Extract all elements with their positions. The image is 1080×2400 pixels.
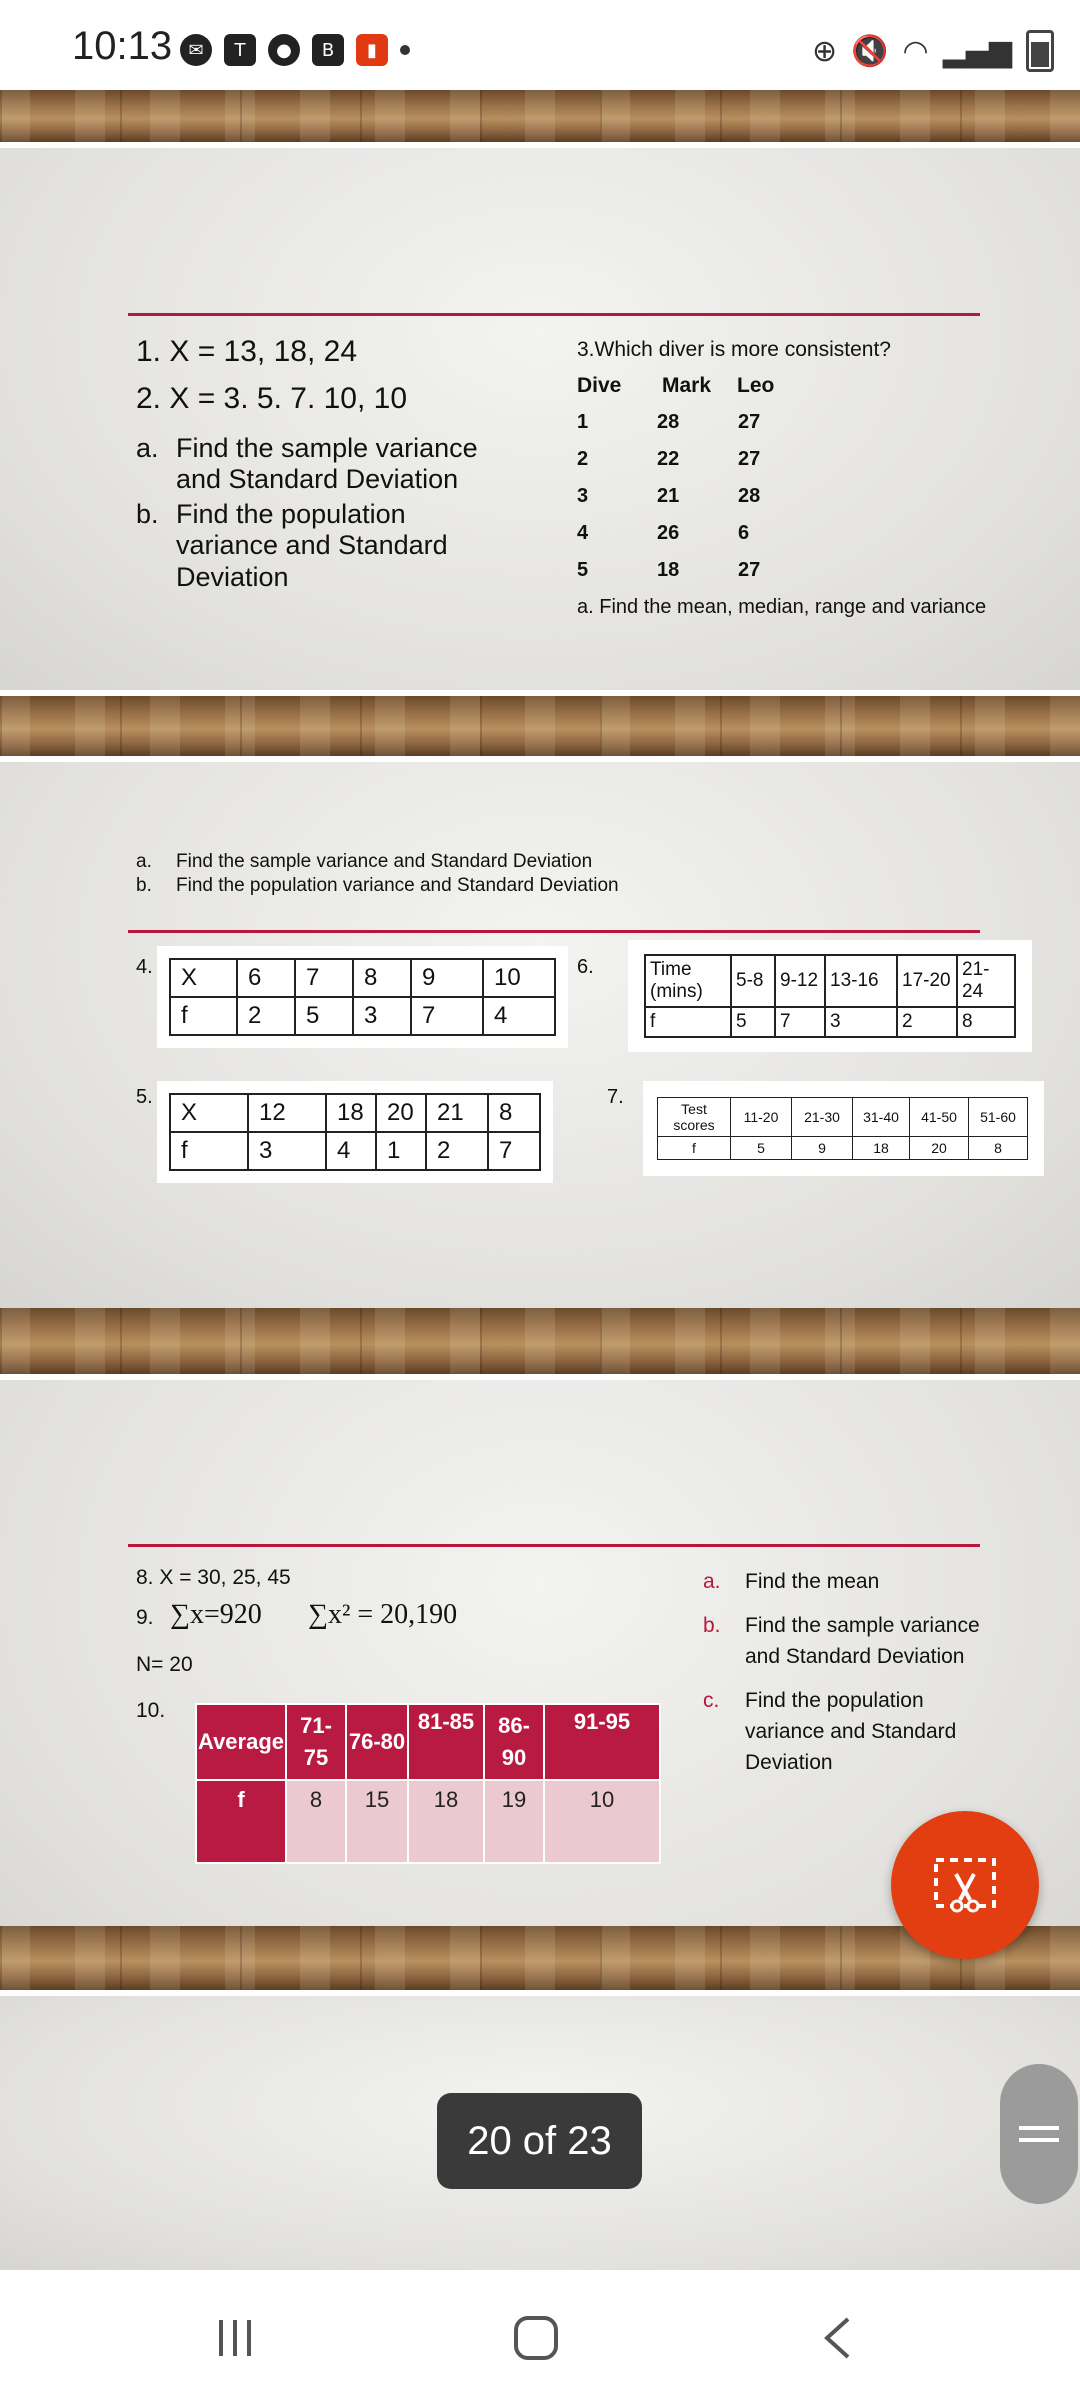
- b-app-icon: B: [312, 34, 344, 66]
- back-icon[interactable]: [822, 2316, 852, 2360]
- table-cell: 7: [295, 959, 353, 997]
- table-cell: 10: [544, 1780, 660, 1863]
- account-icon: ●: [268, 34, 300, 66]
- table-row: [658, 1098, 1028, 1137]
- table-cell: 17-20: [897, 955, 957, 1007]
- q7-table: [643, 1081, 1044, 1176]
- slide1-a-text-2: and Standard Deviation: [176, 464, 459, 494]
- table-cell: 13-16: [825, 955, 897, 1007]
- table-cell: 21: [426, 1094, 488, 1132]
- slide-1[interactable]: [0, 90, 1080, 690]
- mute-icon: 🔇: [851, 33, 889, 69]
- dive-num: 2: [577, 448, 589, 470]
- table-cell: 71-75: [286, 1704, 346, 1780]
- q5-table: [157, 1081, 553, 1183]
- data-saver-icon: ⊕: [812, 33, 838, 69]
- table-cell: 7: [775, 1007, 825, 1037]
- table-cell: 8: [286, 1780, 346, 1863]
- leo-score: 27: [738, 448, 761, 470]
- table-cell: Average: [196, 1704, 286, 1780]
- table-cell: f: [170, 1132, 248, 1170]
- table-row: [170, 959, 555, 997]
- table-cell: 7: [411, 997, 483, 1035]
- table-cell: 7: [488, 1132, 540, 1170]
- slide2-b-marker: b.: [136, 875, 152, 896]
- table-row: [196, 1780, 660, 1863]
- signal-icon: ▂▄▆: [942, 33, 1012, 69]
- navigation-bar: [0, 2270, 1080, 2400]
- table-cell: 2: [897, 1007, 957, 1037]
- slide3-line8: 8. X = 30, 25, 45: [136, 1566, 291, 1589]
- table-cell: f: [645, 1007, 731, 1037]
- diver-header-leo: Leo: [737, 374, 775, 397]
- dive-num: 5: [577, 559, 589, 581]
- q7-number: 7.: [607, 1086, 624, 1108]
- table-cell: 31-40: [853, 1098, 910, 1137]
- table-cell: 8: [969, 1137, 1028, 1160]
- mark-score: 21: [657, 485, 680, 507]
- task-a-marker: a.: [703, 1570, 721, 1593]
- slide1-b-text-3: Deviation: [176, 562, 289, 592]
- screenshot-scissors-icon: [930, 1850, 1000, 1920]
- table-cell: Test scores: [658, 1098, 731, 1137]
- mark-score: 28: [657, 411, 680, 433]
- table-cell: 3: [248, 1132, 326, 1170]
- table-cell: 18: [853, 1137, 910, 1160]
- table-cell: 5: [731, 1007, 775, 1037]
- table-cell: 18: [408, 1780, 484, 1863]
- wood-banner: [0, 90, 1080, 148]
- page-indicator: 20 of 23: [437, 2093, 642, 2189]
- task-c-text-1: Find the population: [745, 1689, 924, 1712]
- wifi-icon: ◠: [902, 33, 929, 69]
- table-row: [170, 997, 555, 1035]
- table-cell: 91-95: [544, 1704, 660, 1780]
- slide1-b-text-1: Find the population: [176, 499, 406, 529]
- red-rule: [128, 313, 980, 316]
- table-cell: Time (mins): [645, 955, 731, 1007]
- table-row: [645, 1007, 1015, 1037]
- leo-score: 27: [738, 559, 761, 581]
- q10-number: 10.: [136, 1699, 166, 1722]
- table-cell: 20: [376, 1094, 426, 1132]
- q5-number: 5.: [136, 1086, 153, 1108]
- table-cell: 86-90: [484, 1704, 544, 1780]
- table-cell: f: [658, 1137, 731, 1160]
- diver-header-mark: Mark: [662, 374, 712, 397]
- dot-icon: [400, 45, 410, 55]
- table-cell: 51-60: [969, 1098, 1028, 1137]
- table-row: [658, 1137, 1028, 1160]
- slide1-b-marker: b.: [136, 499, 159, 529]
- table-cell: 2: [426, 1132, 488, 1170]
- slide1-a-text-1: Find the sample variance: [176, 433, 478, 463]
- table-cell: 4: [483, 997, 555, 1035]
- table-row: [170, 1094, 540, 1132]
- table-cell: 19: [484, 1780, 544, 1863]
- table-cell: 2: [237, 997, 295, 1035]
- task-c-text-2: variance and Standard: [745, 1720, 957, 1743]
- table-cell: 8: [957, 1007, 1015, 1037]
- messenger-icon: ✉: [180, 34, 212, 66]
- table-cell: 5: [295, 997, 353, 1035]
- table-row: [196, 1704, 660, 1780]
- smart-select-button[interactable]: [891, 1811, 1039, 1959]
- task-c-marker: c.: [703, 1689, 720, 1712]
- table-cell: 10: [483, 959, 555, 997]
- task-b-text-2: and Standard Deviation: [745, 1645, 965, 1668]
- wood-banner: [0, 1308, 1080, 1380]
- slide1-question: 3.Which diver is more consistent?: [577, 338, 891, 361]
- wood-banner: [0, 696, 1080, 762]
- diver-header-dive: Dive: [577, 374, 622, 397]
- dive-num: 4: [577, 522, 589, 544]
- table-cell: 5-8: [731, 955, 775, 1007]
- table-cell: 1: [376, 1132, 426, 1170]
- edge-panel-handle-icon: [1017, 2119, 1061, 2149]
- slide2-b-text: Find the population variance and Standard Deviation: [176, 875, 619, 896]
- leo-score: 28: [738, 485, 761, 507]
- mark-score: 18: [657, 559, 680, 581]
- leo-score: 6: [738, 522, 750, 544]
- table-cell: 9: [792, 1137, 853, 1160]
- dive-num: 1: [577, 411, 589, 433]
- q4-number: 4.: [136, 956, 153, 978]
- mark-score: 22: [657, 448, 680, 470]
- home-icon[interactable]: [513, 2315, 559, 2361]
- red-rule: [128, 1544, 980, 1547]
- slide1-b-text-2: variance and Standard: [176, 530, 448, 560]
- table-cell: 20: [910, 1137, 969, 1160]
- sum-x: ∑x=920: [170, 1599, 262, 1630]
- slide1-task: a. Find the mean, median, range and variance: [577, 596, 987, 618]
- slide1-line1: 1. X = 13, 18, 24: [136, 335, 358, 368]
- teams-icon: T: [224, 34, 256, 66]
- mark-score: 26: [657, 522, 680, 544]
- q6-number: 6.: [577, 956, 594, 978]
- leo-score: 27: [738, 411, 761, 433]
- table-cell: 9-12: [775, 955, 825, 1007]
- n-value: N= 20: [136, 1653, 193, 1676]
- q4-table: [157, 946, 568, 1048]
- office-icon: ▮: [356, 34, 388, 66]
- edge-panel-handle[interactable]: [1000, 2064, 1078, 2204]
- table-cell: 6: [237, 959, 295, 997]
- table-cell: f: [196, 1780, 286, 1863]
- task-c-text-3: Deviation: [745, 1751, 833, 1774]
- table-cell: 5: [731, 1137, 792, 1160]
- table-cell: 11-20: [731, 1098, 792, 1137]
- battery-icon: [1026, 30, 1054, 72]
- slide2-a-marker: a.: [136, 851, 152, 872]
- dive-num: 3: [577, 485, 589, 507]
- status-time: 10:13: [72, 24, 173, 68]
- slide1-line2: 2. X = 3. 5. 7. 10, 10: [136, 382, 408, 415]
- table-cell: 8: [488, 1094, 540, 1132]
- table-cell: 21-30: [792, 1098, 853, 1137]
- table-cell: X: [170, 959, 237, 997]
- table-cell: 8: [353, 959, 411, 997]
- table-cell: 81-85: [408, 1704, 484, 1780]
- slide1-a-marker: a.: [136, 433, 159, 463]
- system-icons: [812, 30, 1054, 72]
- table-cell: 41-50: [910, 1098, 969, 1137]
- slide-2[interactable]: [0, 696, 1080, 1308]
- task-b-text-1: Find the sample variance: [745, 1614, 980, 1637]
- q6-table: [628, 940, 1032, 1052]
- table-row: [170, 1132, 540, 1170]
- task-b-marker: b.: [703, 1614, 721, 1637]
- recents-icon[interactable]: [215, 2318, 255, 2358]
- slide3-line9-num: 9.: [136, 1606, 154, 1629]
- table-cell: f: [170, 997, 237, 1035]
- table-cell: 3: [825, 1007, 897, 1037]
- task-a-text: Find the mean: [745, 1570, 880, 1593]
- status-bar: [0, 0, 1080, 90]
- sum-x-squared: ∑x² = 20,190: [308, 1599, 458, 1630]
- table-cell: 18: [326, 1094, 376, 1132]
- q10-table: [195, 1703, 661, 1864]
- slide2-a-text: Find the sample variance and Standard Deviation: [176, 851, 593, 872]
- table-cell: 15: [346, 1780, 408, 1863]
- table-cell: 76-80: [346, 1704, 408, 1780]
- notification-icons: [180, 34, 410, 66]
- table-cell: 9: [411, 959, 483, 997]
- red-rule: [128, 930, 980, 933]
- table-cell: 3: [353, 997, 411, 1035]
- table-cell: 4: [326, 1132, 376, 1170]
- table-row: [645, 955, 1015, 1007]
- table-cell: 21-24: [957, 955, 1015, 1007]
- table-cell: 12: [248, 1094, 326, 1132]
- table-cell: X: [170, 1094, 248, 1132]
